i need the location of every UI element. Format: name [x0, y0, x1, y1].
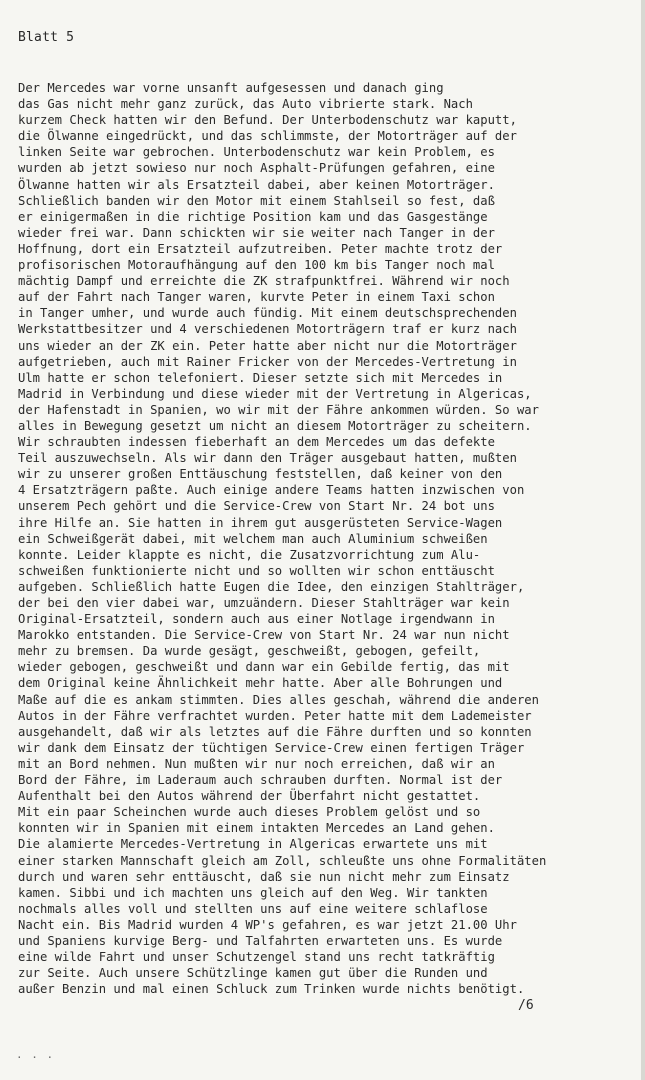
text-line: Ölwanne hatten wir als Ersatzteil dabei, aber keinen Motorträger.	[18, 177, 495, 192]
text-line: der Hafenstadt in Spanien, wo wir mit der Fähre ankommen würden. So war	[18, 402, 539, 417]
text-line: aufgeben. Schließlich hatte Eugen die Idee, den einzigen Stahlträger,	[18, 579, 525, 594]
text-line: wurden ab jetzt sowieso nur noch Asphalt-Prüfungen gefahren, eine	[18, 161, 495, 176]
text-line: Original-Ersatzteil, sondern auch aus einer Notlage irgendwann in	[18, 612, 495, 627]
text-line: das Gas nicht mehr ganz zurück, das Auto vibrierte stark. Nach	[18, 97, 473, 112]
text-line: Hoffnung, dort ein Ersatzteil aufzutreiben. Peter machte trotz der	[18, 241, 503, 256]
text-line: auf der Fahrt nach Tanger waren, kurvte Peter in einem Taxi schon	[18, 290, 495, 305]
text-line: wir zu unserer großen Enttäuschung feststellen, daß keiner von den	[18, 467, 503, 482]
text-line: zur Seite. Auch unsere Schützlinge kamen gut über die Runden und	[18, 966, 488, 981]
text-line: dem Original keine Ähnlichkeit mehr hatte. Aber alle Bohrungen und	[18, 676, 503, 691]
text-line: Werkstattbesitzer und 4 verschiedenen Motorträgern traf er kurz nach	[18, 322, 517, 337]
text-line: Ulm hatte er schon telefoniert. Dieser setzte sich mit Mercedes in	[18, 370, 503, 385]
text-line: uns wieder an der ZK ein. Peter hatte aber nicht nur die Motorträger	[18, 338, 517, 353]
text-line: mehr zu bremsen. Da wurde gesägt, geschweißt, gebogen, gefeilt,	[18, 644, 481, 659]
text-line: wir dank dem Einsatz der tüchtigen Service-Crew einen fertigen Träger	[18, 740, 525, 755]
text-line: profisorischen Motoraufhängung auf den 100 km bis Tanger noch mal	[18, 258, 495, 273]
text-line: Der Mercedes war vorne unsanft aufgesessen und danach ging	[18, 81, 444, 95]
text-line: Madrid in Verbindung und diese wieder mit der Vertretung in Algericas,	[18, 386, 532, 401]
text-line: unserem Pech gehört und die Service-Crew von Start Nr. 24 bot uns	[18, 499, 495, 514]
footer-marks: . . .	[16, 1048, 55, 1061]
text-line: Teil auszuwechseln. Als wir dann den Träger ausgebaut hatten, mußten	[18, 451, 517, 466]
text-line: ein Schweißgerät dabei, mit welchem man auch Aluminium schweißen	[18, 531, 488, 546]
text-line: in Tanger umher, und wurde auch fündig. Mit einem deutschsprechenden	[18, 306, 517, 321]
text-line: Nacht ein. Bis Madrid wurden 4 WP's gefahren, es war jetzt 21.00 Uhr	[18, 917, 517, 932]
text-line: und Spaniens kurvige Berg- und Talfahrten erwarteten uns. Es wurde	[18, 933, 503, 948]
text-line: konnte. Leider klappte es nicht, die Zusatzvorrichtung zum Alu-	[18, 547, 481, 562]
text-line: Bord der Fähre, im Laderaum auch schrauben durften. Normal ist der	[18, 773, 503, 788]
text-line: schweißen funktionierte nicht und so wollten wir schon enttäuscht	[18, 563, 495, 578]
text-line: kamen. Sibbi und ich machten uns gleich auf den Weg. Wir tankten	[18, 885, 488, 900]
text-line: Die alamierte Mercedes-Vertretung in Algericas erwartete uns mit	[18, 837, 488, 852]
text-line: alles in Bewegung gesetzt um nicht an diesem Motorträger zu scheitern.	[18, 418, 532, 433]
sheet-number-label: Blatt 5	[18, 30, 75, 45]
text-line: durch und waren sehr enttäuscht, daß sie nun nicht mehr zum Einsatz	[18, 869, 510, 884]
text-line: aufgetrieben, auch mit Rainer Fricker von der Mercedes-Vertretung in	[18, 354, 517, 369]
page-edge-shadow	[641, 0, 645, 1080]
text-line: Mit ein paar Scheinchen wurde auch dieses Problem gelöst und so	[18, 805, 481, 820]
text-line: wieder frei war. Dann schickten wir sie weiter nach Tanger in der	[18, 225, 495, 240]
text-line: kurzem Check hatten wir den Befund. Der Unterbodenschutz war kaputt,	[18, 113, 517, 128]
text-line: linken Seite war gebrochen. Unterbodenschutz war kein Problem, es	[18, 145, 495, 160]
report-body-text	[18, 80, 640, 997]
text-line: Marokko entstanden. Die Service-Crew von Start Nr. 24 war nun nicht	[18, 628, 510, 643]
text-line: nochmals alles voll und stellten uns auf eine weitere schlaflose	[18, 901, 488, 916]
text-line: 4 Ersatzträgern paßte. Auch einige andere Teams hatten inzwischen von	[18, 483, 525, 498]
text-line: außer Benzin und mal einen Schluck zum Trinken wurde nichts benötigt.	[18, 982, 525, 997]
text-line: Maße auf die es ankam stimmten. Dies alles geschah, während die anderen	[18, 692, 539, 707]
text-line: ihre Hilfe an. Sie hatten in ihrem gut ausgerüsteten Service-Wagen	[18, 515, 503, 530]
text-line: Aufenthalt bei den Autos während der Überfahrt nicht gestattet.	[18, 789, 481, 804]
next-page-reference: /6	[518, 998, 534, 1013]
text-line: er einigermaßen in die richtige Position kam und das Gasgestänge	[18, 209, 488, 224]
text-line: Autos in der Fähre verfrachtet wurden. Peter hatte mit dem Lademeister	[18, 708, 532, 723]
text-line: mit an Bord nehmen. Nun mußten wir nur noch erreichen, daß wir an	[18, 756, 495, 771]
text-line: konnten wir in Spanien mit einem intakten Mercedes an Land gehen.	[18, 821, 495, 836]
text-line: Schließlich banden wir den Motor mit einem Stahlseil so fest, daß	[18, 193, 495, 208]
text-line: einer starken Mannschaft gleich am Zoll, schleußte uns ohne Formalitäten	[18, 853, 547, 868]
text-line: Wir schraubten indessen fieberhaft an dem Mercedes um das defekte	[18, 435, 495, 450]
text-line: ausgehandelt, daß wir als letztes auf die Fähre durften und so konnten	[18, 724, 532, 739]
text-line: mächtig Dampf und erreichte die ZK strafpunktfrei. Während wir noch	[18, 274, 510, 289]
text-line: der bei den vier dabei war, umzuändern. Dieser Stahlträger war kein	[18, 596, 510, 610]
text-line: die Ölwanne eingedrückt, und das schlimmste, der Motorträger auf der	[18, 129, 517, 144]
text-line: wieder gebogen, geschweißt und dann war ein Gebilde fertig, das mit	[18, 660, 510, 675]
text-line: eine wilde Fahrt und unser Schutzengel stand uns recht tatkräftig	[18, 950, 495, 965]
